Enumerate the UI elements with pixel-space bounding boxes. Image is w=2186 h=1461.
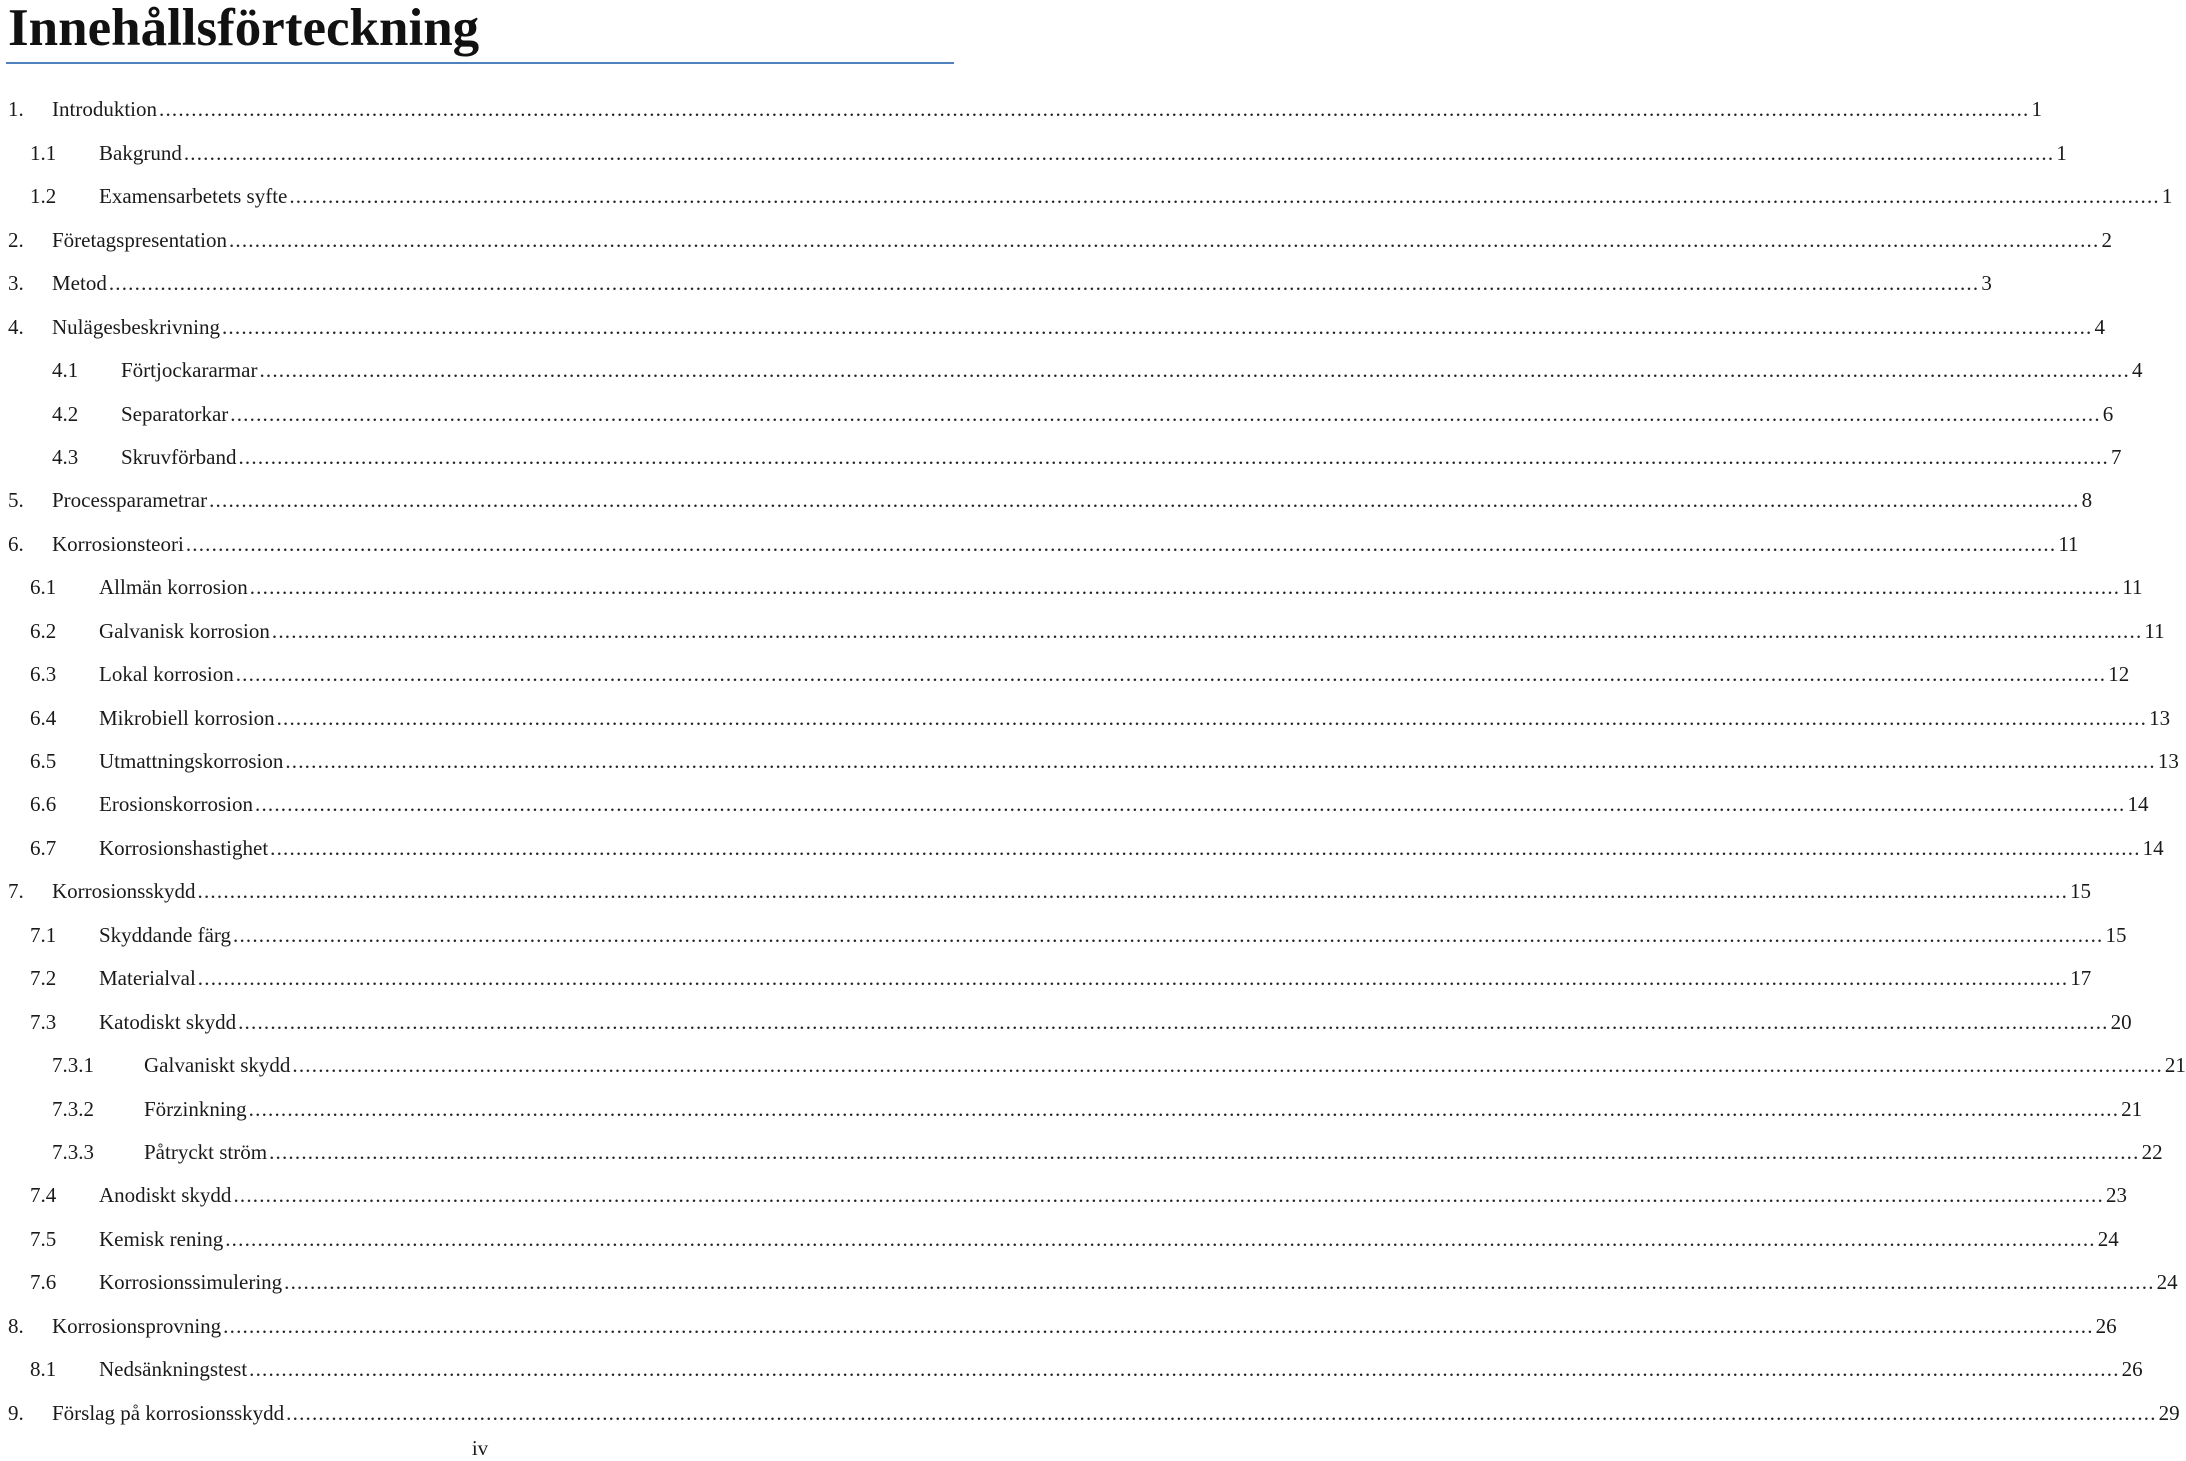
toc-entry-line (121, 358, 2143, 383)
toc-entry-page: 26 (2121, 1357, 2143, 1382)
toc-entry-title[interactable]: Korrosionshastighet (99, 835, 269, 860)
toc-entry-line (99, 575, 2143, 600)
toc-entry[interactable] (0, 1172, 2127, 1215)
toc-entry-page: 14 (2127, 792, 2149, 817)
toc-entry-number: 7.1 (30, 922, 57, 947)
toc-entry-line (99, 1183, 2127, 1208)
dot-leader: .................................................................................................................................................................................................................................................................................................. (269, 1139, 2140, 1164)
toc-entry-number: 2. (8, 227, 24, 252)
dot-leader: .................................................................................................................................................................................................................................................................................................. (233, 1183, 2104, 1208)
toc-entry-page: 12 (2108, 662, 2130, 687)
toc-entry-page: 15 (2105, 922, 2127, 947)
toc-entry-title[interactable]: Nulägesbeskrivning (52, 314, 220, 339)
dot-leader: .................................................................................................................................................................................................................................................................................................. (159, 97, 2030, 122)
toc-entry-number: 7. (8, 879, 24, 904)
toc-entry-number: 6.4 (30, 705, 57, 730)
toc-entry-line (52, 97, 2042, 122)
toc-entry-number: 4.2 (52, 401, 79, 426)
toc-entry-page: 2 (2101, 227, 2112, 252)
toc-entry-line (52, 314, 2105, 339)
dot-leader: .................................................................................................................................................................................................................................................................................................. (284, 1270, 2155, 1295)
dot-leader: .................................................................................................................................................................................................................................................................................................. (276, 705, 2148, 730)
heading-underline (6, 62, 954, 64)
dot-leader: .................................................................................................................................................................................................................................................................................................. (271, 618, 2143, 643)
toc-entry-title[interactable]: Företagspresentation (52, 227, 227, 252)
toc-entry-line (52, 227, 2112, 252)
table-of-contents (0, 86, 2186, 1433)
toc-entry[interactable] (0, 1259, 2178, 1302)
toc-entry-page: 20 (2110, 1009, 2132, 1034)
toc-entry-line (99, 922, 2127, 947)
toc-entry-number: 6. (8, 531, 24, 556)
toc-entry-number: 7.3.2 (52, 1096, 94, 1121)
toc-entry-number: 6.3 (30, 662, 57, 687)
toc-entry-line (144, 1053, 2186, 1078)
toc-entry-number: 6.1 (30, 575, 57, 600)
toc-entry-title[interactable]: Processparametrar (52, 488, 208, 513)
dot-leader: .................................................................................................................................................................................................................................................................................................. (235, 662, 2107, 687)
toc-entry-number: 6.2 (30, 618, 57, 643)
toc-entry[interactable] (0, 1215, 2119, 1258)
toc-entry-number: 3. (8, 271, 24, 296)
toc-entry-number: 7.5 (30, 1226, 57, 1251)
dot-leader: .................................................................................................................................................................................................................................................................................................. (248, 1096, 2120, 1121)
toc-entry-number: 5. (8, 488, 24, 513)
toc-entry[interactable] (0, 824, 2164, 867)
toc-entry[interactable] (0, 1129, 2163, 1172)
toc-entry-title[interactable]: Utmattningskorrosion (99, 749, 284, 773)
toc-entry-number: 4.1 (52, 358, 79, 383)
toc-entry-title[interactable]: Metod (52, 271, 107, 296)
toc-entry[interactable] (0, 434, 2122, 477)
toc-entry-title[interactable]: Allmän korrosion (99, 575, 248, 600)
toc-entry[interactable] (0, 520, 2079, 563)
toc-entry-line (99, 1357, 2143, 1382)
toc-entry-title[interactable]: Påtryckt ström (144, 1139, 268, 1164)
toc-entry-page: 14 (2142, 835, 2164, 860)
dot-leader: .................................................................................................................................................................................................................................................................................................. (285, 749, 2156, 773)
toc-entry-title[interactable]: Nedsänkningstest (99, 1357, 248, 1382)
toc-entry-number: 7.3.1 (52, 1053, 94, 1078)
toc-entry-page: 4 (2094, 314, 2105, 339)
toc-entry-title[interactable]: Lokal korrosion (99, 662, 234, 687)
toc-entry-number: 4. (8, 314, 24, 339)
toc-entry[interactable] (0, 1302, 2117, 1345)
toc-entry-number: 7.2 (30, 966, 57, 991)
dot-leader: .................................................................................................................................................................................................................................................................................................. (108, 271, 1980, 296)
toc-entry-title[interactable]: Materialval (99, 966, 196, 991)
toc-entry-title[interactable]: Introduktion (52, 97, 157, 122)
dot-leader: .................................................................................................................................................................................................................................................................................................. (286, 1400, 2157, 1425)
dot-leader: .................................................................................................................................................................................................................................................................................................. (228, 227, 2100, 252)
toc-entry-page: 23 (2105, 1183, 2127, 1208)
toc-entry-line (121, 401, 2114, 426)
toc-entry[interactable] (0, 86, 2042, 129)
toc-entry-line (144, 1096, 2143, 1121)
toc-entry-number: 1.2 (30, 184, 57, 209)
toc-entry[interactable] (0, 347, 2143, 390)
toc-entry[interactable] (0, 1042, 2186, 1085)
toc-entry[interactable] (0, 129, 2067, 172)
dot-leader: .................................................................................................................................................................................................................................................................................................. (292, 1053, 2163, 1078)
toc-entry-page: 21 (2164, 1053, 2186, 1078)
dot-leader: .................................................................................................................................................................................................................................................................................................. (233, 922, 2104, 947)
toc-entry-number: 7.4 (30, 1183, 57, 1208)
toc-entry-number: 7.3 (30, 1009, 57, 1034)
toc-entry-title[interactable]: Korrosionsprovning (52, 1313, 222, 1338)
toc-entry-page: 29 (2158, 1400, 2180, 1425)
toc-entry-page: 21 (2121, 1096, 2143, 1121)
toc-entry[interactable] (0, 216, 2112, 259)
toc-entry-line (99, 618, 2165, 643)
toc-entry-line (121, 444, 2122, 469)
toc-entry-number: 6.5 (30, 749, 57, 773)
toc-entry[interactable] (0, 651, 2130, 694)
toc-entry[interactable] (0, 607, 2165, 650)
dot-leader: .................................................................................................................................................................................................................................................................................................. (259, 358, 2130, 383)
toc-entry-number: 8. (8, 1313, 24, 1338)
toc-entry[interactable] (0, 1389, 2180, 1432)
toc-entry-page: 4 (2131, 358, 2143, 383)
toc-entry[interactable] (0, 477, 2093, 520)
dot-leader: .................................................................................................................................................................................................................................................................................................. (183, 140, 2055, 165)
toc-entry[interactable] (0, 694, 2171, 737)
toc-entry-number: 7.6 (30, 1270, 57, 1295)
toc-entry-title[interactable]: Korrosionsskydd (52, 879, 196, 904)
dot-leader: .................................................................................................................................................................................................................................................................................................. (270, 835, 2141, 860)
dot-leader: .................................................................................................................................................................................................................................................................................................. (221, 314, 2093, 339)
toc-entry-title[interactable]: Galvaniskt skydd (144, 1053, 291, 1078)
toc-entry-line (144, 1139, 2163, 1164)
dot-leader: .................................................................................................................................................................................................................................................................................................. (197, 966, 2069, 991)
toc-entry-title[interactable]: Förzinkning (144, 1096, 247, 1121)
toc-entry-number: 9. (8, 1400, 24, 1425)
dot-leader: .................................................................................................................................................................................................................................................................................................. (209, 488, 2080, 513)
dot-leader: .................................................................................................................................................................................................................................................................................................. (223, 1313, 2094, 1338)
dot-leader: .................................................................................................................................................................................................................................................................................................. (197, 879, 2069, 904)
dot-leader: .................................................................................................................................................................................................................................................................................................. (238, 1009, 2109, 1034)
dot-leader: .................................................................................................................................................................................................................................................................................................. (238, 444, 2109, 469)
dot-leader: .................................................................................................................................................................................................................................................................................................. (230, 401, 2101, 426)
toc-entry[interactable] (0, 868, 2092, 911)
toc-entry[interactable] (0, 173, 2173, 216)
toc-entry[interactable] (0, 911, 2127, 954)
toc-entry-line (99, 792, 2149, 817)
toc-entry[interactable] (0, 738, 2179, 781)
toc-entry[interactable] (0, 781, 2149, 824)
toc-entry-line (99, 140, 2067, 165)
toc-entry[interactable] (0, 998, 2132, 1041)
toc-entry-line (99, 184, 2173, 209)
toc-entry-number: 6.6 (30, 792, 57, 817)
toc-entry-line (99, 1270, 2178, 1295)
dot-leader: .................................................................................................................................................................................................................................................................................................. (249, 575, 2121, 600)
toc-entry-title[interactable]: Bakgrund (99, 140, 182, 165)
dot-leader: .................................................................................................................................................................................................................................................................................................. (255, 792, 2126, 817)
toc-entry-line (52, 488, 2093, 513)
dot-leader: .................................................................................................................................................................................................................................................................................................. (249, 1357, 2120, 1382)
toc-entry-page: 24 (2097, 1226, 2119, 1251)
dot-leader: .................................................................................................................................................................................................................................................................................................. (289, 184, 2160, 209)
dot-leader: .................................................................................................................................................................................................................................................................................................. (225, 1226, 2096, 1251)
toc-entry-title[interactable]: Katodiskt skydd (99, 1009, 237, 1034)
toc-entry-number: 7.3.3 (52, 1139, 94, 1164)
toc-entry[interactable] (0, 1085, 2143, 1128)
toc-entry-title[interactable]: Korrosionssimulering (99, 1270, 283, 1295)
toc-entry-page: 26 (2095, 1313, 2117, 1338)
toc-entry[interactable] (0, 303, 2105, 346)
toc-entry-page: 3 (1981, 271, 1992, 296)
page-number: iv (471, 1436, 489, 1460)
toc-entry-title[interactable]: Examensarbetets syfte (99, 184, 288, 209)
toc-entry-page: 17 (2070, 966, 2092, 991)
toc-entry-line (52, 1400, 2180, 1425)
toc-entry-page: 11 (2144, 618, 2165, 643)
toc-entry[interactable] (0, 955, 2092, 998)
toc-entry-title[interactable]: Förtjockararmar (121, 358, 258, 383)
toc-entry-page: 24 (2156, 1270, 2178, 1295)
toc-entry-line (99, 662, 2130, 687)
toc-entry-page: 22 (2141, 1139, 2163, 1164)
toc-entry-page: 11 (2058, 531, 2079, 556)
toc-entry-title[interactable]: Erosionskorrosion (99, 792, 253, 817)
toc-entry-title[interactable]: Korrosionsteori (52, 531, 184, 556)
toc-entry-page: 13 (2157, 749, 2179, 773)
toc-entry[interactable] (0, 564, 2143, 607)
toc-entry-line (99, 835, 2164, 860)
toc-entry-line (52, 531, 2079, 556)
toc-entry-title[interactable]: Galvanisk korrosion (99, 618, 270, 643)
toc-entry-line (99, 1009, 2132, 1034)
toc-entry-line (99, 1226, 2119, 1251)
toc-entry-page: 1 (2056, 140, 2067, 165)
toc-entry-number: 8.1 (30, 1357, 57, 1382)
toc-entry-line (99, 966, 2092, 991)
toc-entry-title[interactable]: Skyddande färg (99, 922, 231, 947)
toc-entry-page: 13 (2149, 705, 2171, 730)
toc-entry-title[interactable]: Anodiskt skydd (99, 1183, 232, 1208)
toc-entry-title[interactable]: Mikrobiell korrosion (99, 705, 275, 730)
toc-entry-number: 1. (8, 97, 24, 122)
toc-entry-line (52, 1313, 2117, 1338)
toc-entry-title[interactable]: Separatorkar (121, 401, 229, 426)
dot-leader: .................................................................................................................................................................................................................................................................................................. (185, 531, 2057, 556)
toc-entry-line (52, 271, 1992, 296)
toc-entry-page: 11 (2122, 575, 2143, 600)
toc-entry-page: 1 (2031, 97, 2042, 122)
toc-entry-page: 15 (2070, 879, 2092, 904)
toc-entry-title[interactable]: Kemisk rening (99, 1226, 224, 1251)
toc-entry-line (99, 749, 2179, 773)
toc-entry-page: 1 (2161, 184, 2173, 209)
toc-entry-line (99, 705, 2171, 730)
toc-entry-page: 8 (2081, 488, 2093, 513)
toc-entry-page: 6 (2102, 401, 2114, 426)
page-title: Innehållsförteckning (8, 0, 480, 57)
toc-entry-title[interactable]: Skruvförband (121, 444, 237, 469)
toc-entry[interactable] (0, 390, 2114, 433)
toc-entry[interactable] (0, 1346, 2143, 1389)
toc-entry-page: 7 (2110, 444, 2122, 469)
toc-entry-title[interactable]: Förslag på korrosionsskydd (52, 1400, 285, 1425)
toc-entry-number: 1.1 (30, 140, 57, 165)
toc-entry[interactable] (0, 260, 1992, 303)
toc-entry-line (52, 879, 2092, 904)
toc-entry-number: 4.3 (52, 444, 79, 469)
toc-entry-number: 6.7 (30, 835, 57, 860)
